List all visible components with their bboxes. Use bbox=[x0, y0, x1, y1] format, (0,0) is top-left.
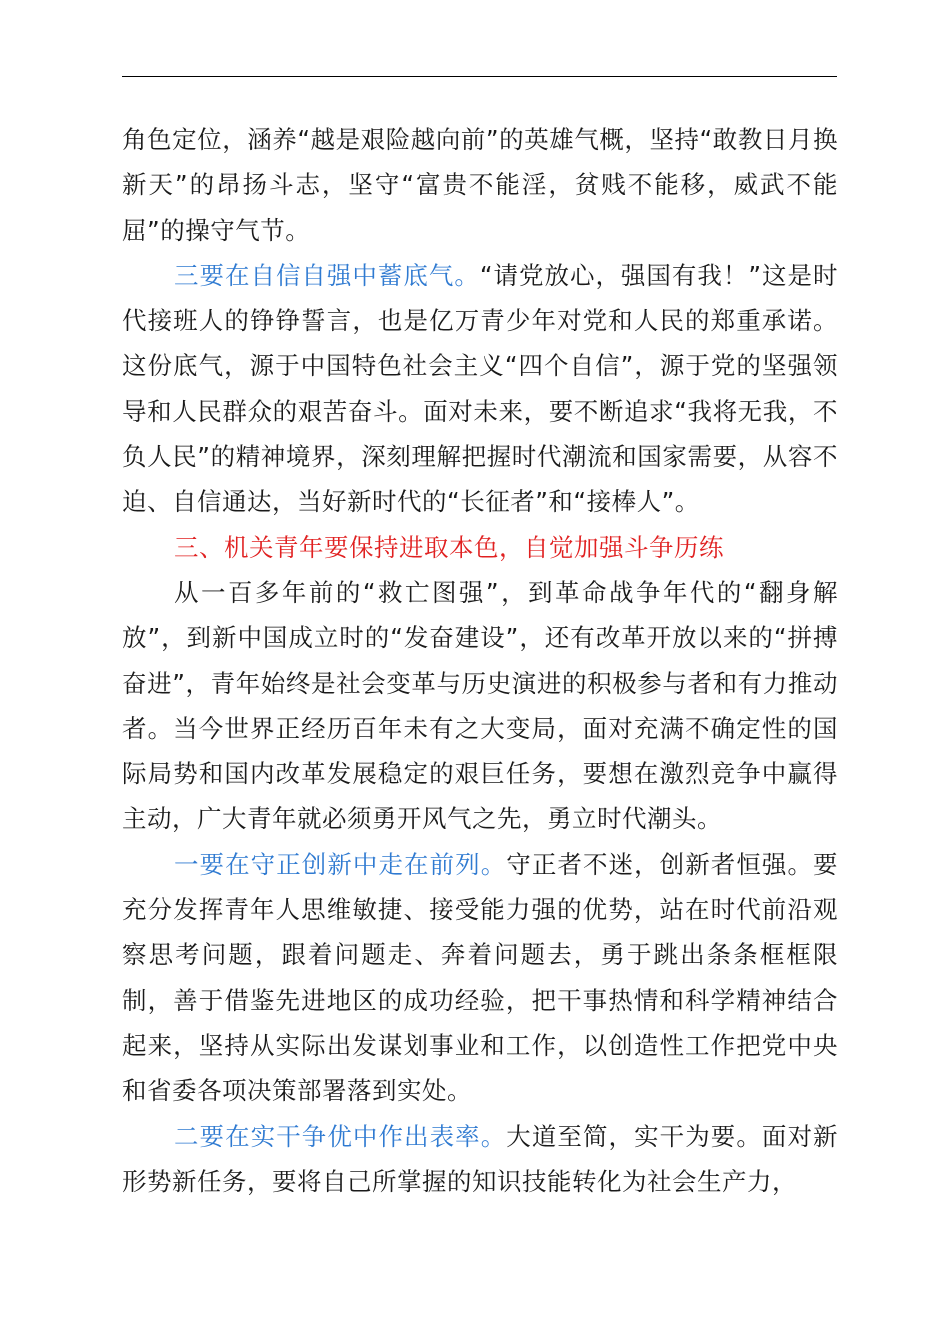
paragraph-text: 从一百多年前的“救亡图强”，到革命战争年代的“翻身解放”，到新中国成立时的“发奋建设”，还有改革开放以来的“拼搏奋进”，青年始终是社会变革与历史演进的积极参与者和有力推动者。当今世界正经历百年未有之大变局，面对充满不确定性的国际局势和国内改革发展稳定的艰巨任务，要想在激烈竞争中赢得主动，广大青年就必须勇开风气之先，勇立时代潮头。 bbox=[122, 577, 838, 834]
section-heading: 三、机关青年要保持进取本色，自觉加强斗争历练 bbox=[174, 532, 724, 562]
paragraph-text: 守正者不迷，创新者恒强。要充分发挥青年人思维敏捷、接受能力强的优势，站在时代前沿观察思考问题，跟着问题走、奔着问题去，勇于跳出条条框框限制，善于借鉴先进地区的成功经验，把干事热情和科学精神结合起来，坚持从实际出发谋划事业和工作，以创造性工作把党中央和省委各项决策部署落到实处。 bbox=[122, 849, 838, 1106]
paragraph-point-one bbox=[122, 842, 838, 1114]
point-lead-text: 一要在守正创新中走在前列。 bbox=[174, 849, 507, 879]
paragraph-continuation bbox=[122, 117, 838, 253]
paragraph-text: 角色定位，涵养“越是艰险越向前”的英雄气概，坚持“敢教日月换新天”的昂扬斗志，坚守“富贵不能淫，贫贱不能移，威武不能屈”的操守气节。 bbox=[122, 125, 838, 245]
paragraph-point-three bbox=[122, 253, 838, 525]
paragraph-point-two bbox=[122, 1114, 838, 1205]
paragraph-text: “请党放心，强国有我！”这是时代接班人的铮铮誓言，也是亿万青少年对党和人民的郑重承诺。这份底气，源于中国特色社会主义“四个自信”，源于党的坚强领导和人民群众的艰苦奋斗。面对未来，要不断追求“我将无我，不负人民”的精神境界，深刻理解把握时代潮流和国家需要，从容不迫、自信通达，当好新时代的“长征者”和“接棒人”。 bbox=[122, 260, 839, 517]
point-lead-text: 二要在实干争优中作出表率。 bbox=[174, 1121, 507, 1151]
paragraph-text: 大道至简，实干为要。面对新形势新任务，要将自己所掌握的知识技能转化为社会生产力， bbox=[122, 1121, 838, 1196]
point-lead-text: 三要在自信自强中蓄底气。 bbox=[174, 260, 480, 290]
paragraph-section-intro bbox=[122, 570, 838, 842]
document-body bbox=[122, 117, 838, 1204]
header-rule bbox=[122, 76, 837, 77]
